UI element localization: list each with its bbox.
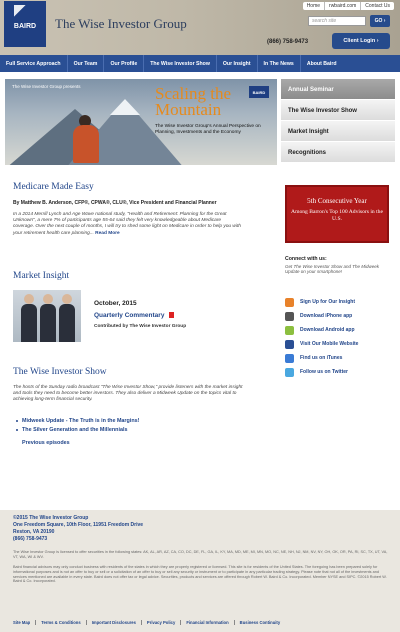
nav-full-service[interactable]: Full Service Approach	[0, 55, 68, 72]
connect-link-signup[interactable]	[285, 295, 389, 309]
header	[0, 0, 400, 55]
episode-link[interactable]: Midweek Update - The Truth is in the Margins!	[16, 418, 139, 424]
link-label: Follow us on Twitter	[300, 369, 348, 375]
nav-our-insight[interactable]: Our Insight	[217, 55, 258, 72]
menu-market-insight[interactable]: Market Insight	[281, 121, 395, 142]
nav-in-the-news[interactable]: In The News	[258, 55, 301, 72]
connect-links	[285, 295, 389, 379]
client-login-button[interactable]	[332, 33, 390, 49]
hero-presents: The Wise Investor Group presents	[12, 84, 81, 89]
link-label: Download iPhone app	[300, 313, 353, 319]
market-insight-heading[interactable]: Market Insight	[13, 271, 70, 281]
footer-street: One Freedom Square, 10th Floor, 11951 Freedom Drive	[13, 522, 144, 528]
nav-wise-investor-show[interactable]: The Wise Investor Show	[144, 55, 217, 72]
menu-wise-investor-show[interactable]: The Wise Investor Show	[281, 100, 395, 121]
episode-list	[16, 418, 139, 436]
menu-annual-seminar[interactable]: Annual Seminar	[281, 79, 395, 100]
top-link-home[interactable]: Home	[306, 3, 321, 9]
header-phone: (866) 758-9473	[267, 39, 309, 45]
logo-mark-icon	[14, 5, 36, 21]
award-line1: 5th Consecutive Year	[307, 197, 367, 205]
barrons-award-badge[interactable]	[285, 185, 389, 243]
chevron-right-icon: ›	[376, 38, 379, 44]
go-label: GO	[374, 18, 383, 24]
nav-our-team[interactable]: Our Team	[68, 55, 105, 72]
footer-link-continuity[interactable]: Business Continuity	[234, 620, 285, 625]
medicare-heading[interactable]: Medicare Made Easy	[13, 182, 94, 192]
menu-recognitions[interactable]: Recognitions	[281, 142, 395, 163]
person-figure	[59, 304, 75, 342]
footer-copyright: ©2015 The Wise Investor Group	[13, 515, 89, 521]
main-nav	[0, 55, 400, 72]
rss-icon	[285, 298, 294, 307]
connect-link-android[interactable]	[285, 323, 389, 337]
pdf-icon[interactable]	[169, 312, 174, 318]
footer-link-site-map[interactable]: Site Map	[13, 620, 31, 625]
footer-link-disclosures[interactable]: Important Disclosures	[86, 620, 141, 625]
footer	[0, 510, 400, 632]
site-title: The Wise Investor Group	[55, 16, 187, 31]
medicare-byline: By Matthew B. Anderson, CFP®, CPWA®, CLU®, Vice President and Financial Planner	[13, 200, 217, 206]
apple-icon	[285, 312, 294, 321]
footer-city: Reston, VA 20190	[13, 529, 55, 535]
connect-link-itunes[interactable]	[285, 351, 389, 365]
footer-link-terms[interactable]: Terms & Conditions	[35, 620, 85, 625]
connect-text: Get The Wise Investor Show and The Midweek Update on your smartphone!	[285, 264, 380, 275]
baird-logo[interactable]	[4, 1, 46, 47]
footer-link-privacy[interactable]: Privacy Policy	[141, 620, 180, 625]
episode-link[interactable]: The Silver Generation and the Millennials	[16, 427, 139, 433]
mobile-icon	[285, 340, 294, 349]
footer-link-financial[interactable]: Financial Information	[180, 620, 233, 625]
footer-phone: (866) 758-9473	[13, 536, 48, 542]
previous-episodes-link[interactable]: Previous episodes	[22, 440, 70, 446]
logo-text: BAIRD	[13, 23, 37, 30]
footer-address	[13, 515, 143, 543]
hero-baird-logo: BAIRD	[249, 86, 269, 98]
itunes-icon	[285, 354, 294, 363]
market-insight-contrib: Contributed by The Wise Investor Group	[94, 324, 187, 329]
person-figure	[40, 304, 56, 342]
hero-subtitle: The Wise Investor Group's Annual Perspective on Planning, Investments and the Economy	[155, 124, 261, 135]
read-more-link[interactable]: Read More	[95, 230, 120, 236]
twitter-icon	[285, 368, 294, 377]
nav-about-baird[interactable]: About Baird	[306, 61, 337, 67]
quarterly-commentary-link[interactable]: Quarterly Commentary	[94, 312, 165, 319]
connect-title: Connect with us:	[285, 256, 327, 262]
top-link-rwbaird[interactable]: rwbaird.com	[324, 2, 360, 10]
connect-link-twitter[interactable]	[285, 365, 389, 379]
market-insight-photo	[13, 290, 81, 342]
chevron-right-icon: ›	[383, 18, 386, 24]
link-label: Visit Our Mobile Website	[300, 341, 359, 347]
link-label: Sign Up for Our Insight	[300, 299, 355, 305]
person-figure	[21, 304, 37, 342]
nav-our-profile[interactable]: Our Profile	[104, 55, 144, 72]
android-icon	[285, 326, 294, 335]
hero-banner[interactable]	[5, 79, 277, 165]
login-label: Client Login	[343, 38, 376, 44]
climber-shape	[73, 125, 99, 163]
search-go-button[interactable]	[370, 15, 390, 27]
show-text: The hosts of the Sunday radio broadcast "The Wise Investor Show," provide listeners with the market insight and tools they need to become better investors. They also deliver a Midweek Update on the topics vital to achieving long-term financial security.	[13, 385, 243, 403]
show-heading[interactable]: The Wise Investor Show	[13, 367, 107, 377]
footer-disclaimer: Baird financial advisors may only conduct business with residents of the states in which they are properly registered or licensed. This site is for residents of the United States. The foregoing has been prepared solely for informational purposes and is not an offer to buy or sell or a solicitation of an offer to buy or sell any security or instrument or to participate in any particular trading strategy. Please note that not all of the investments and services mentioned are available in every state. Baird does not offer tax or legal advice. Securities, products and services are offered through Robert W. Baird & Co. Incorporated. Member NYSE and SIPC. ©2015 Robert W. Baird & Co. Incorporated.	[13, 565, 387, 584]
connect-link-iphone[interactable]	[285, 309, 389, 323]
connect-link-mobile[interactable]	[285, 337, 389, 351]
top-link-contact[interactable]: Contact Us	[360, 2, 394, 10]
snow-peak-shape	[110, 99, 140, 115]
top-links	[303, 2, 394, 10]
footer-links	[13, 620, 285, 625]
hero-title: Scaling the Mountain	[155, 84, 232, 119]
medicare-text	[13, 212, 243, 237]
medicare-body: In a 2014 Merrill Lynch and Age Wave national study, "Health and Retirement: Planning for the Great Unknown", a mere 7% of participants age 55-64 said they felt very knowledgeable about Medicare coverage. Over the next couple of months, I will try to shed some light on Medicare in order to help you with your retirement health care planning...	[13, 212, 241, 236]
link-label: Find us on iTunes	[300, 355, 343, 361]
link-label: Download Android app	[300, 327, 355, 333]
right-menu	[281, 79, 395, 163]
market-insight-date: October, 2015	[94, 300, 137, 307]
search-input[interactable]: search site	[308, 16, 366, 26]
award-line2: Among Barron's Top 100 Advisors in the U.S.	[291, 209, 383, 222]
footer-license: The Wise Investor Group is licensed to offer securities in the following states: AK, AL, AR, AZ, CA, CO, DC, DE, FL, GA, IL, KY, MA, MD, ME, MI, MN, MO, NC, NE, NH, NJ, NM, NV, NY, OH, OK, OR, PA, RI, SC, TX, UT, VA, VT, WA, WI & WV.	[13, 550, 388, 559]
